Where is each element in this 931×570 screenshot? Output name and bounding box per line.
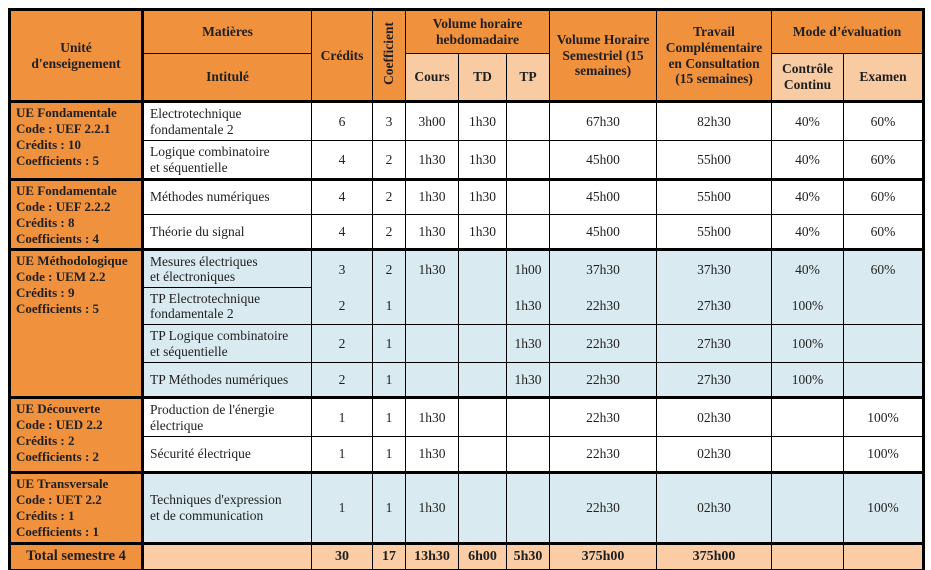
course-table bbox=[8, 8, 925, 570]
cell-intitule bbox=[143, 437, 312, 473]
cell-cc: 100% bbox=[772, 363, 844, 398]
cell-ex: 60% bbox=[844, 214, 924, 250]
intitule-line: et séquentielle bbox=[150, 343, 228, 359]
cell-td bbox=[459, 398, 507, 437]
cell-tc: 37h30 bbox=[657, 250, 772, 288]
cell-td bbox=[459, 437, 507, 473]
cell-intitule bbox=[143, 363, 312, 398]
total-cell-travail-complementaire: 375h00 bbox=[657, 543, 772, 570]
cell-tp bbox=[507, 398, 550, 437]
intitule-line: Electrotechnique bbox=[150, 105, 242, 121]
cell-td: 1h30 bbox=[459, 141, 507, 180]
intitule-line: Production de l'énergie bbox=[150, 402, 275, 418]
cell-cours bbox=[406, 288, 459, 325]
cell-tp: 1h00 bbox=[507, 250, 550, 288]
total-cell-credits: 30 bbox=[312, 543, 373, 570]
cell-tc: 02h30 bbox=[657, 473, 772, 543]
cell-vhs: 22h30 bbox=[550, 473, 657, 543]
cell-credits: 2 bbox=[312, 363, 373, 398]
cell-tp bbox=[507, 214, 550, 250]
cell-intitule bbox=[143, 398, 312, 437]
header-intitule: Intitulé bbox=[143, 54, 312, 102]
cell-vhs: 45h00 bbox=[550, 180, 657, 215]
intitule-line: Logique combinatoire bbox=[150, 143, 270, 159]
cell-ex: 100% bbox=[844, 473, 924, 543]
header-controle-continu: Contrôle Continu bbox=[772, 54, 844, 102]
cell-coef: 1 bbox=[373, 363, 406, 398]
cell-cours: 1h30 bbox=[406, 141, 459, 180]
total-cell-intitule bbox=[143, 543, 312, 570]
cell-vhs: 22h30 bbox=[550, 325, 657, 363]
cell-credits: 1 bbox=[312, 398, 373, 437]
ue-cell-line: Code : UED 2.2 bbox=[16, 417, 103, 433]
header-td: TD bbox=[459, 54, 507, 102]
total-cell-volume-semestriel: 375h00 bbox=[550, 543, 657, 570]
cell-tc: 02h30 bbox=[657, 398, 772, 437]
ue-cell-line: Coefficients : 5 bbox=[16, 152, 100, 168]
ue-cell bbox=[10, 180, 143, 250]
header-matieres: Matières bbox=[143, 10, 312, 54]
cell-tc: 55h00 bbox=[657, 141, 772, 180]
ue-block bbox=[10, 180, 924, 250]
ue-cell-line: Coefficients : 5 bbox=[16, 301, 100, 317]
intitule-line: Mesures électriques bbox=[150, 253, 258, 269]
cell-cours bbox=[406, 325, 459, 363]
table-row bbox=[10, 141, 924, 180]
cell-tc: 55h00 bbox=[657, 180, 772, 215]
cell-cours: 1h30 bbox=[406, 437, 459, 473]
ue-block bbox=[10, 473, 924, 543]
total-cell-tp: 5h30 bbox=[507, 543, 550, 570]
cell-credits: 1 bbox=[312, 437, 373, 473]
ue-block bbox=[10, 250, 924, 398]
total-row-body bbox=[10, 543, 924, 570]
ue-cell-line: UE Méthodologique bbox=[16, 253, 128, 269]
cell-tp: 1h30 bbox=[507, 325, 550, 363]
ue-cell-line: Coefficients : 4 bbox=[16, 230, 100, 246]
cell-cc: 40% bbox=[772, 102, 844, 141]
cell-ex: 100% bbox=[844, 398, 924, 437]
ue-cell-line: Coefficients : 1 bbox=[16, 524, 100, 540]
cell-ex: 100% bbox=[844, 437, 924, 473]
intitule-line: fondamentale 2 bbox=[150, 121, 234, 137]
cell-ex bbox=[844, 363, 924, 398]
ue-cell-line: UE Fondamentale bbox=[16, 105, 117, 120]
cell-coef: 1 bbox=[373, 473, 406, 543]
cell-credits: 4 bbox=[312, 141, 373, 180]
cell-tp: 1h30 bbox=[507, 288, 550, 325]
ue-cell-line: Crédits : 9 bbox=[16, 285, 75, 301]
cell-cours: 1h30 bbox=[406, 398, 459, 437]
intitule-line: Sécurité électrique bbox=[150, 446, 251, 462]
cell-vhs: 22h30 bbox=[550, 363, 657, 398]
cell-cours bbox=[406, 363, 459, 398]
cell-tc: 27h30 bbox=[657, 363, 772, 398]
cell-td: 1h30 bbox=[459, 214, 507, 250]
cell-credits: 2 bbox=[312, 288, 373, 325]
header-row-1 bbox=[10, 10, 924, 54]
cell-vhs: 45h00 bbox=[550, 214, 657, 250]
cell-cc: 40% bbox=[772, 180, 844, 215]
header-row-2 bbox=[10, 54, 924, 102]
cell-cc bbox=[772, 473, 844, 543]
cell-tp bbox=[507, 141, 550, 180]
header-unite-enseignement: Unité d'enseignement bbox=[10, 10, 143, 102]
cell-tp: 1h30 bbox=[507, 363, 550, 398]
ue-cell-line: Code : UEF 2.2.2 bbox=[16, 198, 111, 214]
cell-ex: 60% bbox=[844, 141, 924, 180]
total-row bbox=[10, 543, 924, 570]
cell-cc bbox=[772, 398, 844, 437]
cell-coef: 1 bbox=[373, 288, 406, 325]
cell-vhs: 22h30 bbox=[550, 437, 657, 473]
cell-credits: 4 bbox=[312, 180, 373, 215]
cell-td: 1h30 bbox=[459, 102, 507, 141]
cell-credits: 1 bbox=[312, 473, 373, 543]
intitule-line: et de communication bbox=[150, 508, 264, 524]
total-cell-controle-continu bbox=[772, 543, 844, 570]
intitule-line: Techniques d'expression bbox=[150, 492, 282, 508]
table-header bbox=[10, 10, 924, 102]
coefficient-vertical-label: Coefficient bbox=[381, 22, 397, 86]
total-label: Total semestre 4 bbox=[10, 543, 143, 570]
cell-tp bbox=[507, 473, 550, 543]
cell-td bbox=[459, 325, 507, 363]
table-row bbox=[10, 180, 924, 215]
ue-cell-line: Crédits : 10 bbox=[16, 136, 81, 152]
intitule-line: Théorie du signal bbox=[150, 223, 245, 239]
cell-coef: 1 bbox=[373, 398, 406, 437]
cell-coef: 2 bbox=[373, 141, 406, 180]
ue-cell-line: Crédits : 2 bbox=[16, 433, 75, 449]
header-credits: Crédits bbox=[312, 10, 373, 102]
cell-td: 1h30 bbox=[459, 180, 507, 215]
cell-cc: 40% bbox=[772, 250, 844, 288]
intitule-line: fondamentale 2 bbox=[150, 306, 234, 322]
intitule-line: et électroniques bbox=[150, 269, 236, 285]
ue-cell-line: Crédits : 1 bbox=[16, 508, 75, 524]
intitule-line: et séquentielle bbox=[150, 159, 228, 175]
cell-ex bbox=[844, 288, 924, 325]
ue-cell-line: Code : UEM 2.2 bbox=[16, 269, 106, 285]
header-cours: Cours bbox=[406, 54, 459, 102]
header-travail-complementaire: Travail Complémentaire en Consultation (15 semaines) bbox=[657, 10, 772, 102]
cell-intitule bbox=[143, 180, 312, 215]
table-row bbox=[10, 214, 924, 250]
ue-cell-line: UE Découverte bbox=[16, 401, 101, 417]
ue-cell-line: UE Fondamentale bbox=[16, 183, 117, 198]
cell-tc: 02h30 bbox=[657, 437, 772, 473]
cell-ex: 60% bbox=[844, 180, 924, 215]
header-tp: TP bbox=[507, 54, 550, 102]
ue-cell-line: Crédits : 8 bbox=[16, 214, 75, 230]
cell-vhs: 22h30 bbox=[550, 288, 657, 325]
cell-intitule bbox=[143, 214, 312, 250]
cell-cours: 1h30 bbox=[406, 214, 459, 250]
header-mode-evaluation: Mode d’évaluation bbox=[772, 10, 924, 54]
cell-credits: 4 bbox=[312, 214, 373, 250]
cell-tc: 27h30 bbox=[657, 325, 772, 363]
cell-cours: 1h30 bbox=[406, 180, 459, 215]
cell-vhs: 37h30 bbox=[550, 250, 657, 288]
cell-td bbox=[459, 250, 507, 288]
intitule-line: électrique bbox=[150, 417, 204, 433]
header-volume-hebdomadaire: Volume horaire hebdomadaire bbox=[406, 10, 550, 54]
cell-cc bbox=[772, 437, 844, 473]
ue-block bbox=[10, 102, 924, 180]
cell-intitule bbox=[143, 473, 312, 543]
total-cell-examen bbox=[844, 543, 924, 570]
ue-cell bbox=[10, 102, 143, 180]
ue-cell-line: Code : UET 2.2 bbox=[16, 492, 102, 508]
cell-coef: 2 bbox=[373, 180, 406, 215]
table-row bbox=[10, 437, 924, 473]
cell-tp bbox=[507, 180, 550, 215]
cell-vhs: 67h30 bbox=[550, 102, 657, 141]
ue-cell-line: UE Transversale bbox=[16, 476, 109, 492]
table-row bbox=[10, 473, 924, 543]
table-row bbox=[10, 325, 924, 363]
cell-intitule bbox=[143, 288, 312, 325]
cell-vhs: 45h00 bbox=[550, 141, 657, 180]
cell-ex: 60% bbox=[844, 102, 924, 141]
cell-intitule bbox=[143, 141, 312, 180]
ue-block bbox=[10, 398, 924, 473]
cell-coef: 2 bbox=[373, 250, 406, 288]
cell-tc: 55h00 bbox=[657, 214, 772, 250]
cell-credits: 6 bbox=[312, 102, 373, 141]
cell-coef: 1 bbox=[373, 437, 406, 473]
cell-td bbox=[459, 288, 507, 325]
ue-cell bbox=[10, 398, 143, 473]
total-cell-coefficient: 17 bbox=[373, 543, 406, 570]
cell-cc: 40% bbox=[772, 214, 844, 250]
header-coefficient bbox=[373, 10, 406, 102]
total-cell-td: 6h00 bbox=[459, 543, 507, 570]
cell-intitule bbox=[143, 325, 312, 363]
intitule-line: TP Logique combinatoire bbox=[150, 328, 289, 344]
cell-tp bbox=[507, 437, 550, 473]
cell-cc: 100% bbox=[772, 288, 844, 325]
cell-tc: 27h30 bbox=[657, 288, 772, 325]
header-examen: Examen bbox=[844, 54, 924, 102]
cell-cours: 1h30 bbox=[406, 473, 459, 543]
table-row bbox=[10, 102, 924, 141]
cell-credits: 2 bbox=[312, 325, 373, 363]
total-cell-cours: 13h30 bbox=[406, 543, 459, 570]
ue-cell-line: Code : UEF 2.2.1 bbox=[16, 120, 111, 136]
cell-coef: 1 bbox=[373, 325, 406, 363]
ue-cell-line: Coefficients : 2 bbox=[16, 449, 100, 465]
cell-cours: 3h00 bbox=[406, 102, 459, 141]
cell-td bbox=[459, 363, 507, 398]
cell-cc: 100% bbox=[772, 325, 844, 363]
cell-tp bbox=[507, 102, 550, 141]
cell-coef: 2 bbox=[373, 214, 406, 250]
cell-intitule bbox=[143, 250, 312, 288]
cell-intitule bbox=[143, 102, 312, 141]
cell-cours: 1h30 bbox=[406, 250, 459, 288]
cell-ex: 60% bbox=[844, 250, 924, 288]
cell-tc: 82h30 bbox=[657, 102, 772, 141]
intitule-line: TP Méthodes numériques bbox=[150, 371, 289, 387]
intitule-line: Méthodes numériques bbox=[150, 189, 270, 205]
header-volume-semestriel: Volume Horaire Semestriel (15 semaines) bbox=[550, 10, 657, 102]
table-row bbox=[10, 288, 924, 325]
table-row bbox=[10, 363, 924, 398]
cell-coef: 3 bbox=[373, 102, 406, 141]
cell-credits: 3 bbox=[312, 250, 373, 288]
table-row bbox=[10, 398, 924, 437]
cell-ex bbox=[844, 325, 924, 363]
table-row bbox=[10, 250, 924, 288]
ue-cell bbox=[10, 473, 143, 543]
cell-cc: 40% bbox=[772, 141, 844, 180]
cell-td bbox=[459, 473, 507, 543]
ue-cell bbox=[10, 250, 143, 398]
intitule-line: TP Electrotechnique bbox=[150, 290, 261, 306]
cell-vhs: 22h30 bbox=[550, 398, 657, 437]
